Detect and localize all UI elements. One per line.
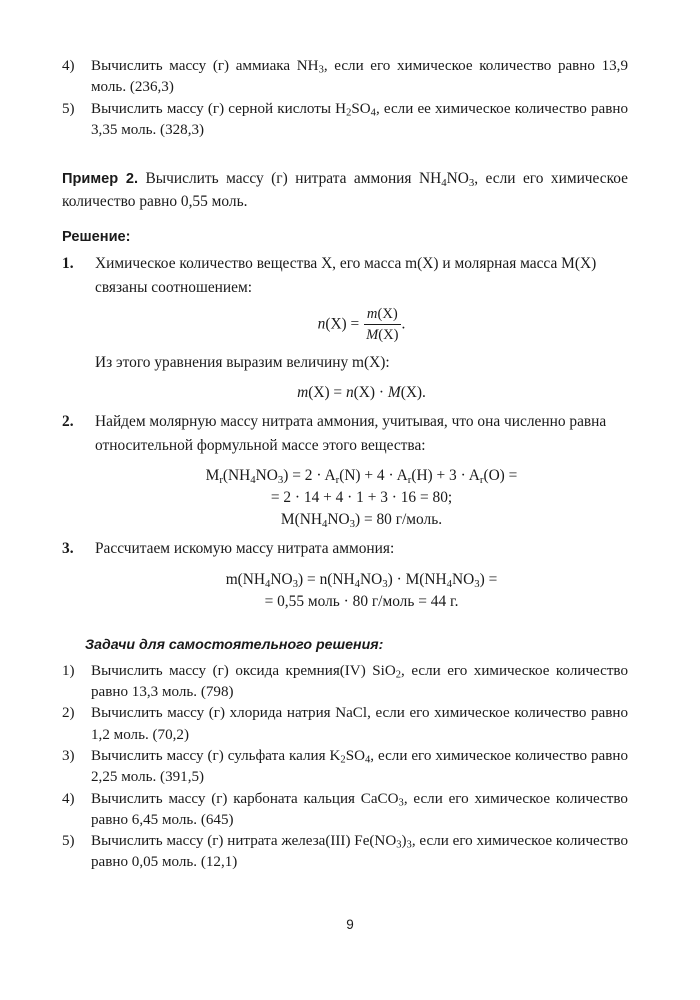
solution-heading: Решение:: [62, 229, 131, 246]
solution-step: [62, 252, 628, 403]
page-number: 9: [346, 917, 354, 932]
numerator-rest: (X): [377, 305, 398, 322]
formula-part-1: (X) =: [308, 383, 346, 401]
subtext-a: Из этого уравнения выразим величину: [95, 354, 353, 372]
formula-subscript: 3: [396, 839, 402, 851]
list-marker: 5): [62, 100, 75, 117]
step-text-b: (X) и молярная масса: [417, 255, 562, 273]
step-text: [95, 255, 596, 296]
formula-subscript: 2: [346, 107, 352, 119]
fraction-denominator: [364, 324, 400, 344]
step-text: Найдем молярную массу нитрата аммония, учитывая, что она численно равна относительной формульной массе этого вещества:: [95, 412, 607, 454]
math-variable: A: [468, 467, 480, 485]
list-marker: 2): [62, 705, 75, 722]
list-item-text: Вычислить массу (г) серной кислоты $H_2SO_4$, если ее химическое количество равно 3,35 моль. (328,3): [91, 100, 628, 138]
formula-subscript: r: [335, 473, 340, 486]
list-marker: 5): [62, 833, 75, 850]
tasks-heading: Задачи для самостоятельного решения:: [85, 636, 384, 653]
list-item-text: Вычислить массу (г) карбоната кальция CaCO$_3$, если его химическое количество равно 6,45 моль. (645): [91, 790, 628, 828]
formula-subscript: 2: [395, 669, 402, 681]
subtext-b: (X):: [364, 354, 390, 372]
formula-subscript: 4: [364, 754, 371, 766]
list-item-text: Вычислить массу (г) оксида кремния(IV) SiO$_2$, если его химическое количество равно 13,3 моль. (798): [91, 662, 628, 701]
example-text-before: Вычислить массу (г) нитрата аммония NH: [138, 170, 442, 188]
formula-part-2: (X) ·: [353, 383, 388, 401]
math-variable: M: [205, 467, 220, 485]
step-text-a: Химическое количество вещества X, его масса: [95, 255, 406, 273]
formula-subscript: 4: [250, 473, 256, 486]
list-item: [62, 746, 628, 789]
list-item: [62, 703, 628, 746]
formula-line: $M(NH_4NO_3) = 80$ г/моль.: [280, 511, 443, 530]
step-marker: 1.: [62, 255, 74, 273]
formula-subscript: r: [219, 473, 223, 486]
formula-subscript: 3: [382, 577, 388, 590]
list-marker: 1): [62, 662, 75, 679]
list-item-text: Вычислить массу (г) хлорида натрия NaCl, если его химическое количество равно 1,2 моль. (70,2): [91, 705, 628, 743]
step-text-c: (X) связаны соотношением:: [95, 255, 597, 296]
step-marker: 2.: [62, 412, 74, 430]
list-marker: 4): [62, 58, 75, 74]
formula-subscript: 4: [321, 517, 328, 530]
fraction-trailing-period: .: [401, 315, 406, 333]
formula-subscript: 3: [277, 473, 284, 486]
formula-subscript: 3: [292, 577, 299, 590]
list-marker: 4): [62, 790, 75, 807]
formula-subscript: 2: [340, 754, 346, 766]
formula-block-final-mass: [95, 569, 628, 613]
denominator-var: M: [366, 326, 379, 343]
list-item: [62, 789, 628, 832]
formula-line: = 0,55 моль · 80 г/моль = 44 г.: [264, 592, 459, 610]
list-item: [62, 99, 628, 142]
var-M: M: [561, 255, 575, 273]
formula-block-molar-mass: [95, 465, 628, 531]
page-content: [62, 56, 628, 874]
list-item: [62, 831, 628, 874]
list-item-text: Вычислить массу (г) нитрата железа(III) $Fe(NO_3)_3$, если его химическое количество равно 0,05 моль. (12,1): [91, 833, 628, 871]
formula-line: $m(NH_4NO_3) = n(NH_4NO_3) \cdot M(NH_4NO_3)$ =: [225, 570, 498, 590]
formula-var-n: n: [345, 383, 354, 401]
frac-lhs-var: n: [317, 315, 326, 333]
solution-step: [62, 537, 628, 613]
math-variable: A: [324, 467, 336, 485]
math-variable: n: [319, 570, 328, 588]
formula-subscript: 3: [468, 176, 475, 189]
numerator-var: m: [366, 305, 378, 322]
practice-task-list: [62, 661, 628, 874]
formula-fraction: [95, 306, 628, 344]
formula-subscript: 3: [318, 64, 324, 76]
formula-mid: NO: [446, 170, 469, 188]
formula-subscript: 4: [441, 176, 447, 189]
solution-steps: [62, 252, 628, 613]
example-text-after: , если его химическое количество равно 0,55 моль.: [62, 170, 629, 210]
formula-subscript: 3: [398, 797, 404, 809]
example-label: Пример 2.: [62, 171, 139, 188]
frac-lhs-rest: (X): [325, 315, 347, 333]
formula-subscript: r: [407, 473, 412, 486]
list-item-text: Вычислить массу (г) сульфата калия $K_2SO_4$, если его химическое количество равно 2,25 моль. (391,5): [91, 747, 628, 786]
step-marker: 3.: [62, 540, 74, 558]
formula-line: $Mr(NH_4NO_3) = 2 \cdot Ar(N) + 4 \cdot Ar(H) + 3 \cdot Ar(O)$ =: [205, 467, 518, 486]
step-subtext: [95, 351, 628, 375]
equals-sign: =: [350, 315, 360, 333]
formula-subscript: 3: [406, 839, 412, 851]
formula-subscript: 3: [474, 577, 480, 590]
var-m: m: [405, 255, 418, 273]
solution-step: [62, 410, 628, 531]
formula-subscript: 4: [354, 577, 361, 590]
denominator-rest: (X): [378, 326, 399, 343]
example-formula: [441, 170, 474, 187]
math-variable: m: [225, 570, 238, 588]
formula-subscript: 4: [265, 577, 271, 590]
fraction: [364, 306, 400, 344]
math-variable: A: [396, 467, 408, 485]
example-paragraph: [62, 168, 628, 213]
list-item: [62, 661, 628, 704]
formula-subscript: 4: [446, 577, 453, 590]
math-variable: M: [280, 511, 295, 529]
formula-line: = 2 · 14 + 4 · 1 + 3 · 16 = 80;: [270, 489, 453, 507]
continued-exercise-list: [62, 56, 628, 141]
step-text: Рассчитаем искомую массу нитрата аммония:: [95, 540, 395, 558]
list-item-text: Вычислить массу (г) аммиака $NH_3$, если его химическое количество равно 13,9 моль. (236,3): [91, 58, 628, 96]
subtext-var: m: [352, 354, 364, 372]
formula-var-M: M: [387, 383, 401, 401]
formula-subscript: 3: [349, 517, 355, 530]
math-variable: M: [405, 570, 420, 588]
formula-mass-expression: [95, 382, 628, 403]
formula-part-3: (X).: [400, 383, 426, 401]
fraction-numerator: [364, 306, 400, 324]
formula-subscript: 4: [370, 107, 376, 119]
formula-var-m: m: [297, 383, 309, 401]
list-item: [62, 56, 628, 99]
formula-subscript: r: [479, 473, 484, 486]
list-marker: 3): [62, 747, 75, 764]
